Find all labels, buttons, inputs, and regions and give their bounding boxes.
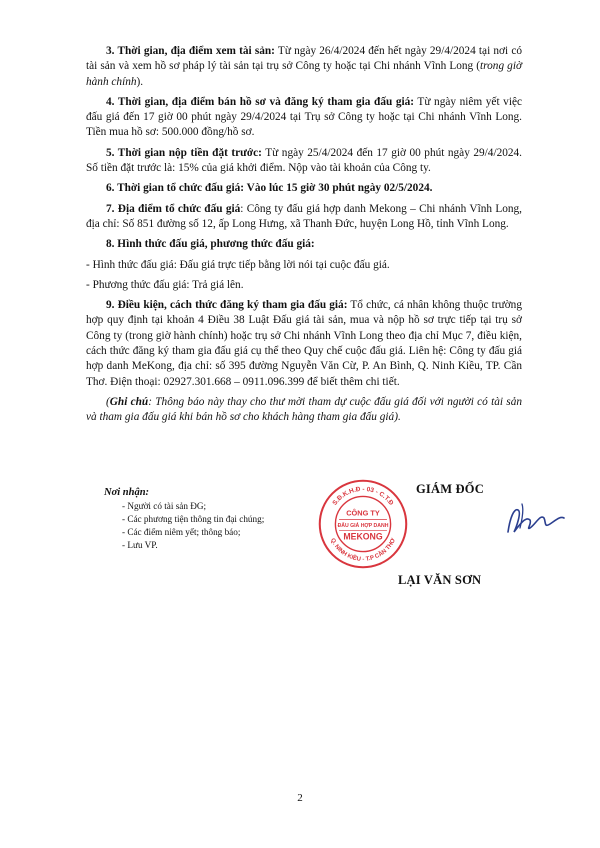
document-body [86, 44, 522, 431]
note-text: : Thông báo này thay cho thư mời tham dự cuộc đấu giá đối với người có tài sản và tham gia đấu giá khi bán hồ sơ cho khách hàng tham gia đấu giá). [86, 395, 522, 424]
section-6-text: : Vào lúc 15 giờ 30 phút ngày 02/5/2024. [240, 182, 433, 195]
section-3-text: Từ ngày 26/4/2024 đến hết ngày 29/4/2024 tại nơi có tài sản và xem hồ sơ pháp lý tài sản tại trụ sở Công ty hoặc tại Chi nhánh Vĩnh Long ( [86, 45, 522, 73]
section-8-bullet-2: - Phương thức đấu giá: Trả giá lên. [86, 278, 244, 291]
note-label: Ghi chú [109, 395, 149, 408]
company-seal [317, 478, 409, 570]
note: (Ghi chú: Thông báo này thay cho thư mời tham dự cuộc đấu giá đối với người có tài sản và tham gia đấu giá khi bán hồ sơ cho khách hàng tham gia đấu giá). [86, 395, 522, 424]
section-8-bullet-1: - Hình thức đấu giá: Đấu giá trực tiếp bằng lời nói tại cuộc đấu giá. [86, 258, 390, 271]
section-5-text: Từ ngày 25/4/2024 đến 17 giờ 00 phút ngày 29/4/2024. Số tiền đặt trước là: 15% của giá khởi điểm. Nộp vào tài khoản của Công ty. [86, 146, 522, 175]
svg-text:ĐẤU GIÁ HỢP DANH: ĐẤU GIÁ HỢP DANH [337, 522, 389, 529]
signer-name: LẠI VĂN SƠN [398, 573, 482, 587]
svg-text:Q. NINH KIỀU - T.P CẦN THƠ: Q. NINH KIỀU - T.P CẦN THƠ [328, 537, 398, 563]
svg-text:S.Đ.K.H.Đ - 03 - C.T.Đ: S.Đ.K.H.Đ - 03 - C.T.Đ [331, 485, 395, 507]
section-8 [86, 237, 522, 252]
page-number: 2 [297, 792, 303, 804]
section-4-label: 4. Thời gian, địa điểm bán hồ sơ và đăng ký tham gia đấu giá: [106, 95, 415, 108]
section-9-label: 9. Điều kiện, cách thức đăng ký tham gia đấu giá: [106, 299, 348, 312]
section-5-label: 5. Thời gian nộp tiền đặt trước: [106, 146, 262, 159]
recipient-item: - Người có tài sản ĐG; [122, 501, 207, 511]
section-9 [86, 298, 522, 390]
section-7-label: 7. Địa điểm tổ chức đấu giá [106, 202, 241, 215]
section-4 [86, 95, 522, 141]
section-8-label: 8. Hình thức đấu giá, phương thức đấu giá: [106, 238, 315, 251]
section-7 [86, 202, 522, 233]
recipients-block [104, 486, 314, 552]
section-6 [86, 181, 522, 196]
section-3 [86, 44, 522, 90]
section-3-tail: ). [136, 75, 144, 88]
recipient-item: - Các phương tiện thông tin đại chúng; [122, 514, 265, 524]
recipient-item: - Các điểm niêm yết; thông báo; [122, 527, 241, 537]
recipient-item: - Lưu VP. [122, 540, 158, 550]
section-3-italic: trong giờ hành chính [86, 60, 522, 88]
svg-text:MEKONG: MEKONG [343, 531, 383, 542]
recipients-title: Nơi nhận: [104, 487, 150, 498]
section-9-text: Tổ chức, cá nhân không thuộc trường hợp quy định tại khoản 4 Điều 38 Luật Đấu giá tài sản, mua và nộp hồ sơ trực tiếp tại trụ sở Công ty (trong giờ hành chính) hoặc trụ sở Chi nhánh Vĩnh Long theo địa chỉ Mục 7, điều kiện, cách thức đăng ký tham gia đấu giá cụ thể theo Quy chế cuộc đấu giá. Liên hệ: Công ty đấu giá hợp danh MeKong, địa chỉ: số 395 đường Nguyễn Văn Cừ, P. An Bình, Q. Ninh Kiều, TP. Cần Thơ. Điện thoại: 02927.301.668 – 0911.096.399 để biết thêm chi tiết. [86, 299, 522, 388]
section-3-label: 3. Thời gian, địa điểm xem tài sản: [106, 45, 275, 57]
signer-position: GIÁM ĐỐC [416, 482, 484, 496]
section-4-text: Từ ngày niêm yết việc đấu giá đến 17 giờ 00 phút ngày 29/4/2024 tại Trụ sở Công ty hoặc tại Chi nhánh Vĩnh Long. Tiền mua hồ sơ: 500.000 đồng/hồ sơ. [86, 95, 522, 139]
section-5 [86, 146, 522, 177]
section-7-text: : Công ty đấu giá hợp danh Mekong – Chi nhánh Vĩnh Long, địa chỉ: Số 851 đường số 12, ấp Long Hưng, xã Thanh Đức, huyện Long Hồ, tỉnh Vĩnh Long. [86, 202, 522, 230]
svg-text:CÔNG TY: CÔNG TY [346, 508, 380, 518]
section-6-label: 6. Thời gian tổ chức đấu giá [106, 182, 241, 195]
handwritten-signature [500, 498, 570, 540]
